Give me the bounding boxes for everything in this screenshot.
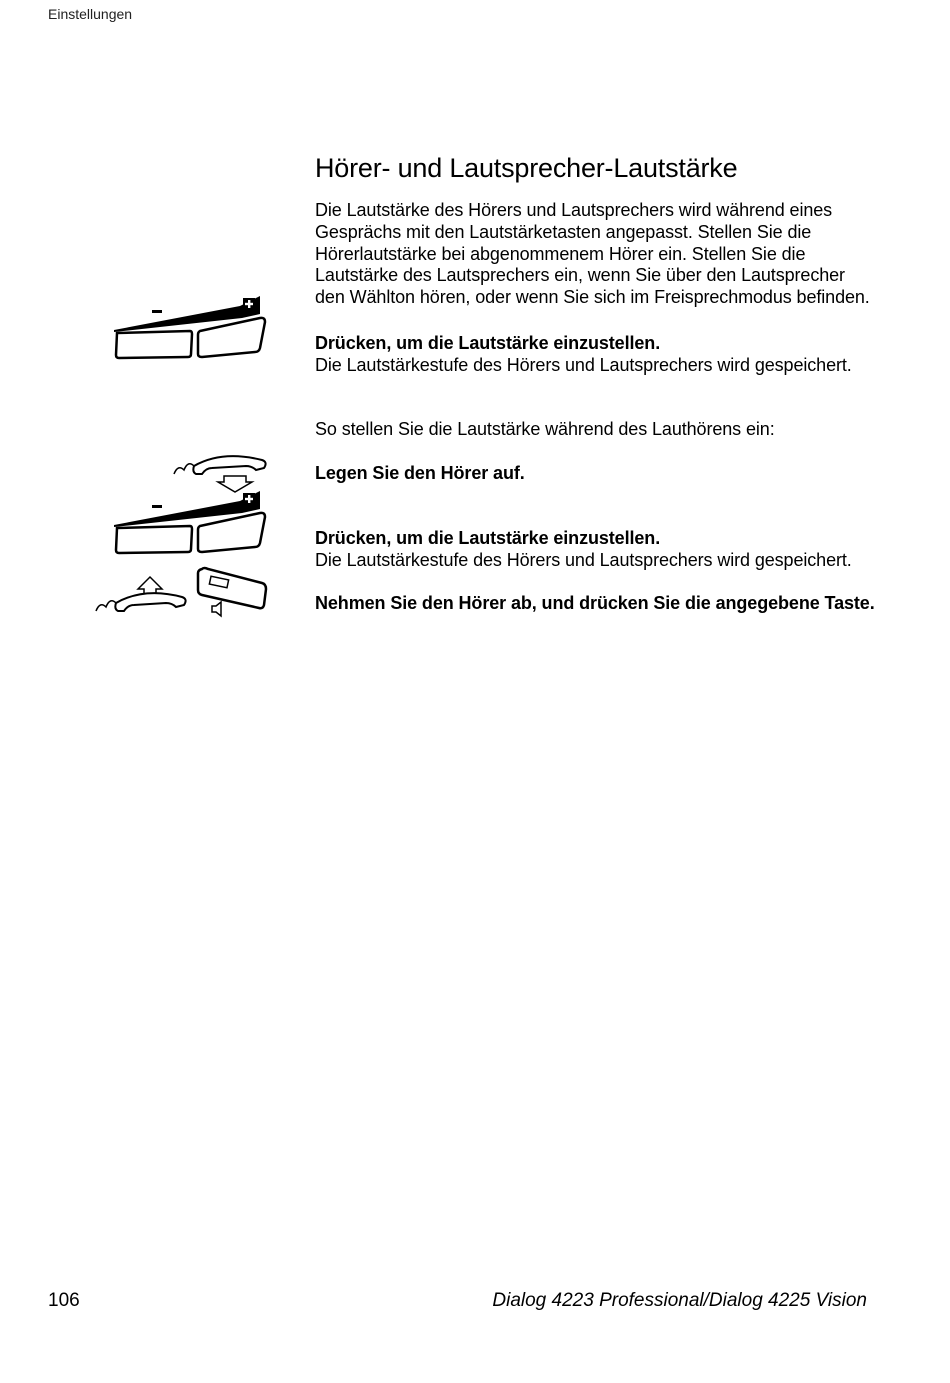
step-lift-handset	[315, 593, 875, 615]
page-title: Hörer- und Lautsprecher-Lautstärke	[315, 153, 738, 183]
step-hang-up-bold: Legen Sie den Hörer auf.	[315, 463, 525, 483]
step-press-volume-2-bold: Drücken, um die Lautstärke einzustellen.	[315, 528, 661, 548]
step-hang-up	[315, 463, 895, 485]
document-title: Dialog 4223 Professional/Dialog 4225 Vision	[492, 1290, 867, 1311]
volume-minus-key-icon	[152, 310, 162, 313]
step-press-volume-1	[315, 333, 895, 377]
volume-minus-key-icon	[152, 505, 162, 508]
volume-keys-icon	[112, 292, 272, 362]
handset-lift-icon	[96, 577, 186, 611]
volume-plus-key-icon	[243, 493, 255, 505]
step-press-volume-2	[315, 528, 895, 572]
loudspeaker-key-icon	[198, 568, 266, 616]
volume-plus-key-icon	[243, 298, 255, 310]
page-number: 106	[48, 1290, 80, 1311]
step-press-volume-1-bold: Drücken, um die Lautstärke einzustellen.	[315, 333, 661, 353]
step-lift-handset-bold: Nehmen Sie den Hörer ab, und drücken Sie die angegebene Taste.	[315, 593, 875, 613]
handset-lift-speaker-icon	[94, 565, 274, 620]
monitor-intro: So stellen Sie die Lautstärke während des Lauthörens ein:	[315, 419, 775, 439]
running-head: Einstellungen	[48, 6, 133, 22]
step-press-volume-2-text: Die Lautstärkestufe des Hörers und Lautsprechers wird gespeichert.	[315, 549, 852, 570]
intro-paragraph: Die Lautstärke des Hörers und Lautsprechers wird während eines Gesprächs mit den Lautstärketasten angepasst. Stellen Sie die Hörerlautstärke bei abgenommenem Hörer ein. Stellen Sie die Lautstärke des Lautsprechers ein, wenn Sie über den Lautsprecher den Wählton hören, oder wenn Sie sich im Freisprechmodus befinden.	[315, 200, 870, 308]
volume-keys-icon-2	[112, 487, 272, 557]
step-press-volume-1-text: Die Lautstärkestufe des Hörers und Lautsprechers wird gespeichert.	[315, 354, 852, 375]
